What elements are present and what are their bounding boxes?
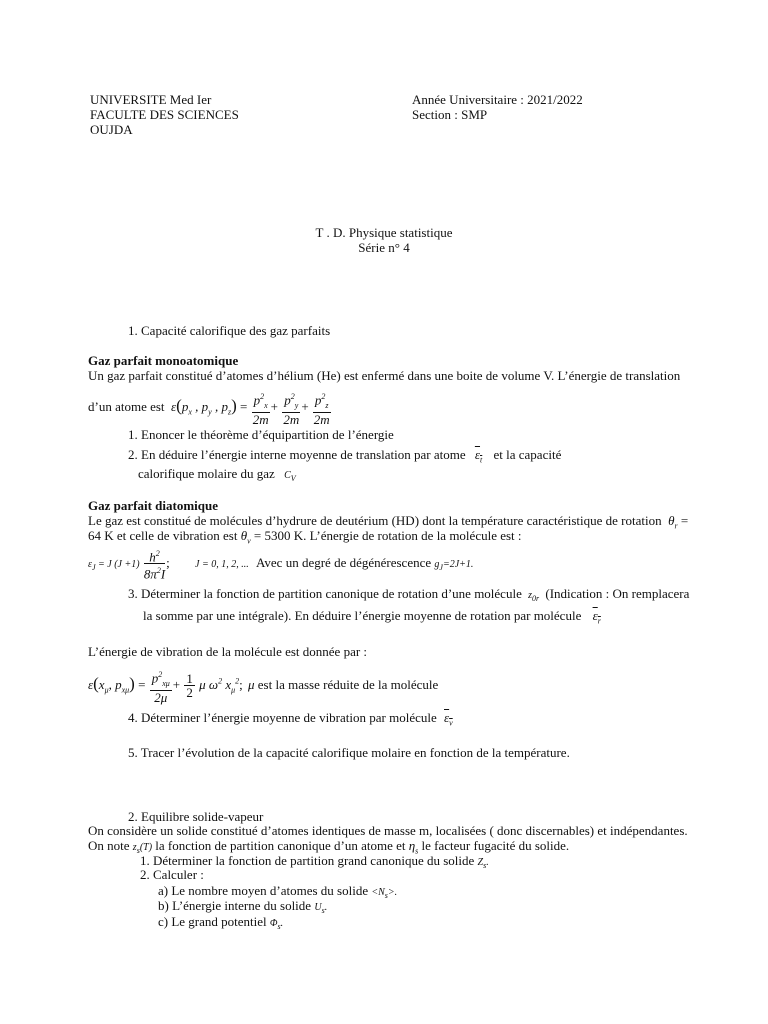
mean-translation-energy-symbol: $\varepsilon_t$ — [474, 447, 483, 465]
question-4-text: 4. Déterminer l’énergie moyenne de vibration par molécule — [128, 710, 437, 725]
document-title: T . D. Physique statistique — [315, 225, 453, 240]
mono-energy-line — [88, 390, 332, 426]
section2-heading: 2. Equilibre solide-vapeur — [128, 809, 264, 824]
section2-question-c-text: c) Le grand potentiel — [158, 914, 267, 929]
vibration-energy-line: $\varepsilon(x_\mu$, $p_{x\mu}$) = $\frac{p^2_{x\mu}}{2\mu}$ + $\frac{1}{2}$ μ $\omega^2$ $x_\mu^2$; μ est la masse réduite de la molécule — [88, 670, 439, 705]
vibration-energy-formula: $\varepsilon(x_\mu$, $p_{x\mu}$) = $\frac{p^2_{x\mu}}{2\mu}$ + $\frac{1}{2}$ μ $\omega^2$ $x_\mu^2$; — [88, 670, 246, 705]
academic-year: Année Universitaire : 2021/2022 — [412, 92, 583, 107]
faculty-name: FACULTE DES SCIENCES — [90, 107, 239, 122]
section2-question-b: b) L’énergie interne du solide $U_s$. — [158, 898, 328, 915]
section2-question-1: 1. Déterminer la fonction de partition grand canonique du solide $Z_s$. — [140, 853, 489, 870]
question-3-line2-text: la somme par une intégrale). En déduire l’énergie moyenne de rotation par molécule — [143, 608, 582, 623]
mean-vibration-energy-symbol: $\varepsilon_v$ — [444, 710, 453, 728]
question-3-line1 — [128, 586, 689, 606]
section2-question-1-text: 1. Déterminer la fonction de partition grand canonique du solide — [140, 853, 475, 868]
question-5: 5. Tracer l’évolution de la capacité calorifique molaire en fonction de la température. — [128, 745, 570, 760]
degeneracy-formula: $g_J=2J+1$. — [434, 558, 474, 572]
section2-question-c: c) Le grand potentiel $\Phi_s$. — [158, 914, 284, 931]
question-1: 1. Enoncer le théorème d’équipartition de l’énergie — [128, 427, 394, 442]
section2-line2: On note $z_s(T)$ la fonction de partition canonique d’un atome et $\eta_s$ le facteur fugacité du solide. — [88, 838, 570, 856]
di-intro-line2-tail: = 5300 K. L’énergie de rotation de la molécule est : — [253, 528, 522, 543]
rotation-energy-formula: $\varepsilon_J = J$ (J +1) — [88, 558, 140, 572]
question-3-line2 — [143, 608, 601, 629]
question-2-line1 — [128, 447, 561, 468]
mean-rotation-energy-symbol: $\varepsilon_r$ — [592, 608, 601, 626]
section1-heading: 1. Capacité calorifique des gaz parfaits — [128, 323, 331, 338]
section2-question-a: a) Le nombre moyen d’atomes du solide $<N_s>$. — [158, 883, 398, 900]
question-3-tail: (Indication : On remplacera — [545, 586, 690, 601]
question-2-text: 2. En déduire l’énergie interne moyenne de translation par atome — [128, 447, 466, 462]
di-intro-line1-text: Le gaz est constitué de molécules d’hydrure de deutérium (HD) dont la température caractéristique de rotation — [88, 513, 662, 528]
molar-heat-symbol: $C_V$ — [284, 470, 296, 483]
section2-line2-a: On note — [88, 838, 130, 853]
di-intro-line2-text: 64 K et celle de vibration est — [88, 528, 238, 543]
city-name: OUJDA — [90, 122, 133, 137]
section2-question-a-text: a) Le nombre moyen d’atomes du solide — [158, 883, 369, 898]
section2-line2-c: le facteur fugacité du solide. — [421, 838, 570, 853]
section2-question-b-text: b) L’énergie interne du solide — [158, 898, 312, 913]
series-number: Série n° 4 — [358, 240, 410, 255]
mono-heading: Gaz parfait monoatomique — [88, 353, 239, 368]
mono-intro: Un gaz parfait constitué d’atomes d’hélium (He) est enfermé dans une boite de volume V. L’énergie de translation — [88, 368, 681, 383]
rotation-energy-line: $\varepsilon_J = J$ (J +1) $\frac{h^2}{8\pi^2I}$ ; J = 0, 1, 2, ... Avec un degré de dégénérescence $g_J=2J+1$. — [88, 549, 474, 582]
section2-line1: On considère un solide constitué d’atomes identiques de masse m, localisées ( donc discernables) et indépendantes. — [88, 823, 688, 838]
di-heading: Gaz parfait diatomique — [88, 498, 218, 513]
rotation-levels: J = 0, 1, 2, ... — [195, 558, 249, 570]
atom-partition-symbol: $z_s(T)$ — [132, 842, 153, 855]
question-2-line2-text: calorifique molaire du gaz — [138, 466, 275, 481]
degeneracy-text: Avec un degré de dégénérescence — [255, 554, 432, 570]
question-4 — [128, 710, 453, 731]
section-label: Section : SMP — [412, 107, 488, 122]
question-3-text: 3. Déterminer la fonction de partition canonique de rotation d’une molécule — [128, 586, 522, 601]
translation-energy-formula: $\varepsilon(p_x$ , $p_y$ , $p_z$) = $\frac{p^2_x}{2m}$ + $\frac{p^2_y}{2m}$ + $\frac{p^2_z}{2m}$ — [167, 392, 330, 427]
university-name: UNIVERSITE Med Ier — [90, 92, 212, 107]
di-intro-line1: Le gaz est constitué de molécules d’hydrure de deutérium (HD) dont la température caractéristique de rotation $\theta_r$ = — [88, 513, 689, 531]
mono-energy-prefix: d’un atome est — [88, 398, 165, 414]
section2-question-2: 2. Calculer : — [140, 867, 204, 882]
question-2-tail: et la capacité — [493, 447, 562, 462]
question-2-line2 — [138, 466, 296, 486]
reduced-mass-text: est la masse réduite de la molécule — [257, 676, 439, 692]
section2-line2-b: la fonction de partition canonique d’un atome et — [155, 838, 406, 853]
di-intro-line2: 64 K et celle de vibration est $\theta_v = 5300$ K. L’énergie de rotation de la molécule est : — [88, 528, 522, 546]
rotation-partition-symbol: $z_{0r}$ — [528, 590, 540, 603]
vibration-intro: L’énergie de vibration de la molécule est donnée par : — [88, 644, 368, 659]
